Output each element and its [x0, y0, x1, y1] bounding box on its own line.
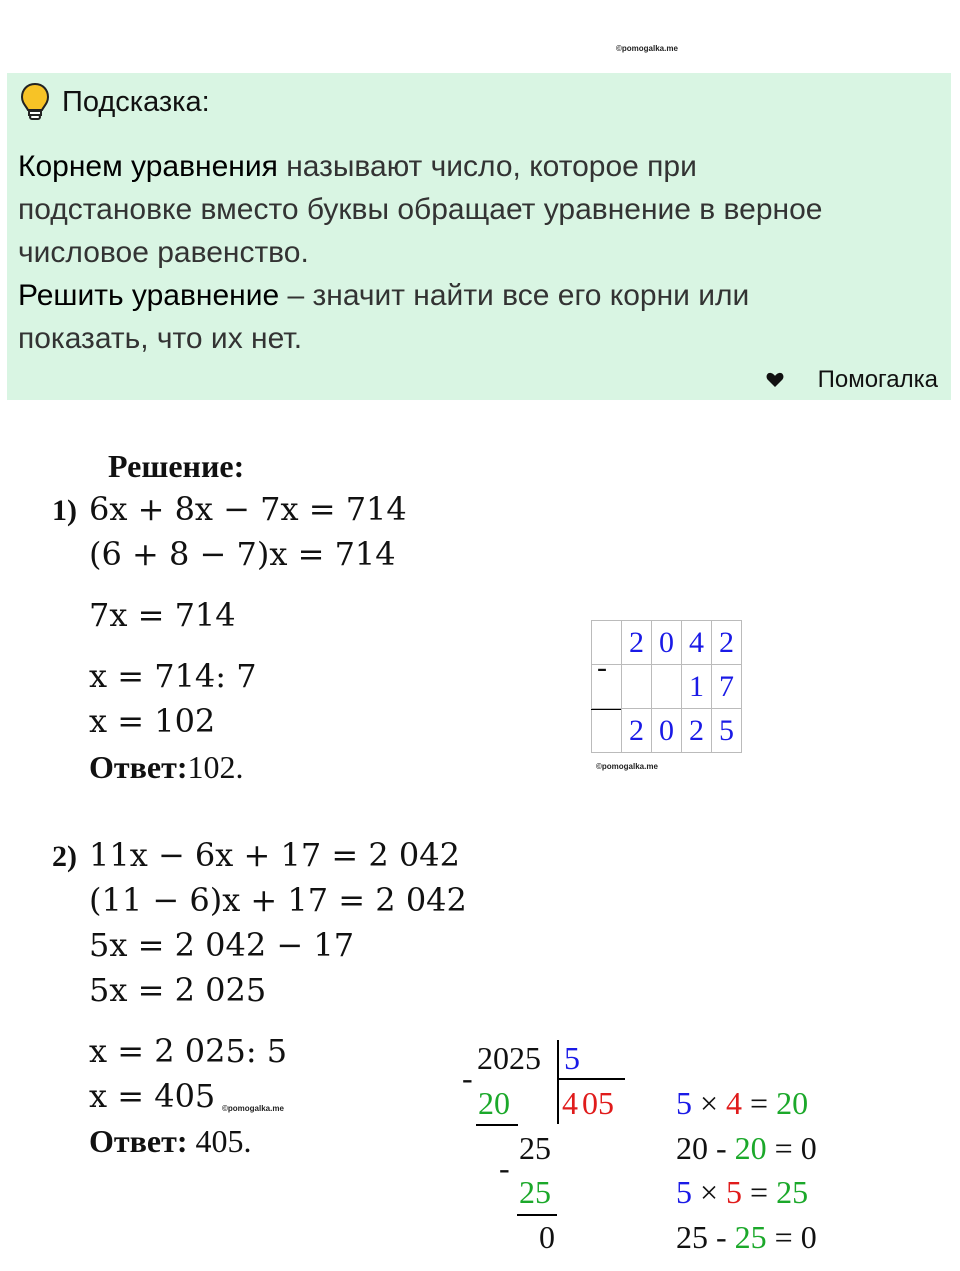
hint-line-5: показать, что их нет. — [18, 322, 303, 355]
problem-2-number: 2) — [52, 840, 77, 873]
watermark-mid: ©pomogalka.me — [596, 762, 658, 771]
p1-step-2: (6 + 8 − 7)x = 714 — [89, 535, 396, 573]
p2-step-6: x = 405 — [89, 1077, 216, 1115]
division-dividend: 2025 — [477, 1040, 541, 1076]
p2-step-5: x = 2 025: 5 — [89, 1032, 288, 1070]
division-sub-2: 25 — [519, 1174, 551, 1210]
check-line-2: 20 - 20 = 0 — [676, 1130, 817, 1166]
watermark-bottom: ©pomogalka.me — [222, 1104, 284, 1113]
division-minus-2: - — [499, 1150, 510, 1186]
problem-1-number: 1) — [52, 494, 77, 527]
hint-title: Подсказка: — [62, 86, 210, 118]
hint-line-4: Решить уравнение – значит найти все его корни или — [18, 279, 750, 312]
subtraction-underline — [591, 709, 621, 710]
p1-step-4: x = 714: 7 — [89, 657, 257, 695]
p2-step-4: 5x = 2 025 — [89, 971, 267, 1009]
hint-line-3: числовое равенство. — [18, 236, 309, 269]
solution-heading: Решение: — [108, 448, 245, 484]
p1-step-5: x = 102 — [89, 702, 216, 740]
p2-step-3: 5x = 2 042 − 17 — [89, 926, 355, 964]
division-rem-2: 0 — [539, 1219, 555, 1255]
watermark-top: ©pomogalka.me — [616, 44, 678, 53]
division-quotient-line — [557, 1078, 625, 1080]
subtraction-minus: - — [597, 651, 607, 684]
p1-step-3: 7x = 714 — [89, 596, 236, 634]
p2-step-1: 11x − 6x + 17 = 2 042 — [89, 836, 460, 874]
p2-step-2: (11 − 6)x + 17 = 2 042 — [89, 881, 467, 919]
division-minus-1: - — [462, 1060, 473, 1096]
check-line-1: 5 × 4 = 20 — [676, 1085, 809, 1121]
p2-answer: Ответ: 405. — [89, 1123, 252, 1159]
hint-line-1: Корнем уравнения называют число, которое при — [18, 150, 697, 183]
division-underline-1 — [476, 1124, 518, 1126]
subtraction-grid: 2 0 4 2 1 7 2 0 2 5 — [591, 620, 742, 753]
heart-icon — [766, 372, 784, 388]
division-sub-1: 20 — [478, 1085, 510, 1121]
division-vertical-line — [557, 1040, 559, 1124]
check-line-4: 25 - 25 = 0 — [676, 1219, 817, 1255]
division-quotient: 4 05 — [562, 1085, 614, 1121]
p1-answer: Ответ:102. — [89, 749, 244, 785]
lightbulb-icon — [20, 82, 50, 122]
check-line-3: 5 × 5 = 25 — [676, 1174, 809, 1210]
brand-label: Помогалка — [817, 366, 938, 393]
division-underline-2 — [517, 1214, 557, 1216]
division-rem-1: 25 — [519, 1130, 551, 1166]
hint-line-2: подстановке вместо буквы обращает уравнение в верное — [18, 193, 823, 226]
division-divisor: 5 — [564, 1040, 580, 1076]
p1-step-1: 6x + 8x − 7x = 714 — [89, 490, 407, 528]
